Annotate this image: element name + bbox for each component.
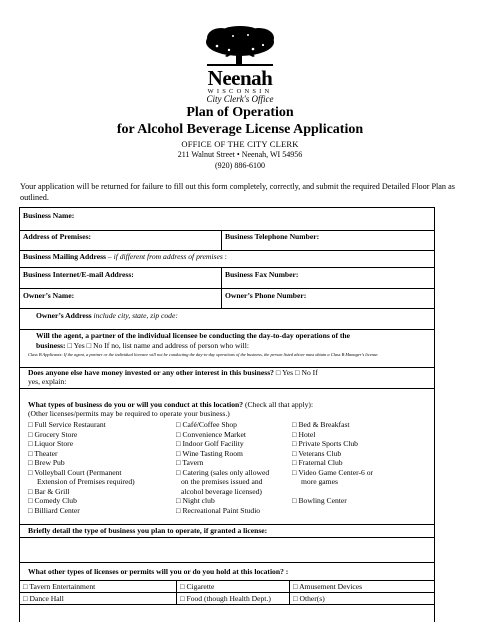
business-type-option[interactable]: □ Bar & Grill bbox=[28, 486, 70, 496]
license-option[interactable]: □ Other(s) bbox=[293, 594, 325, 603]
business-type-option[interactable]: □ Liquor Store bbox=[28, 439, 74, 448]
business-type-option[interactable]: □ Convenience Market bbox=[176, 429, 246, 439]
business-type-option[interactable]: □ Full Service Restaurant bbox=[28, 420, 106, 429]
business-type-option[interactable]: □ Wine Tasting Room bbox=[176, 448, 243, 458]
form-title-line1: Plan of Operation bbox=[186, 105, 294, 120]
business-type-option[interactable]: □ Private Sports Club bbox=[292, 439, 358, 448]
business-type-option-cont: on the premises issued and bbox=[181, 477, 263, 486]
license-option[interactable]: □ Dance Hall bbox=[23, 594, 64, 603]
business-type-option[interactable]: □ Video Game Center-6 or bbox=[292, 467, 374, 477]
brief-detail-label: Briefly detail the type of business you plan to operate, if granted a license: bbox=[28, 526, 268, 535]
office-name: OFFICE OF THE CITY CLERK bbox=[181, 139, 299, 149]
business-type-option[interactable]: □ Bed & Breakfast bbox=[292, 420, 350, 429]
business-type-option[interactable]: □ Tavern bbox=[176, 458, 204, 467]
business-type-option[interactable]: □ Comedy Club bbox=[28, 496, 77, 505]
business-type-option-blank bbox=[292, 506, 373, 516]
business-types-col2[interactable] bbox=[176, 420, 269, 515]
business-type-option[interactable]: □ Billiard Center bbox=[28, 505, 80, 515]
business-types-col3[interactable] bbox=[292, 420, 373, 515]
brand-state: WISCONSIN bbox=[207, 88, 273, 95]
business-type-option[interactable]: □ Catering (sales only allowed bbox=[176, 467, 270, 477]
business-type-option[interactable]: □ Fraternal Club bbox=[292, 458, 343, 467]
business-type-option[interactable]: □ Bowling Center bbox=[292, 496, 347, 505]
premises-address-label: Address of Premises: bbox=[23, 232, 92, 241]
license-option[interactable]: □ Tavern Entertainment bbox=[23, 582, 96, 591]
owner-address-label: Owner’s Address include city, state, zip code: bbox=[36, 311, 178, 320]
license-option[interactable]: □ Cigarette bbox=[180, 582, 215, 591]
business-type-option[interactable]: □ Veterans Club bbox=[292, 448, 342, 458]
business-type-option[interactable]: □ Indoor Golf Facility bbox=[176, 439, 244, 448]
business-type-option[interactable]: □ Night club bbox=[176, 496, 215, 505]
owner-name-label: Owner’s Name: bbox=[23, 291, 75, 300]
license-option[interactable]: □ Amusement Devices bbox=[293, 582, 363, 591]
business-type-option[interactable]: □ Café/Coffee Shop bbox=[176, 420, 237, 429]
oak-tree-logo bbox=[203, 26, 277, 68]
mailing-address-label: Business Mailing Address – if different from address of premises : bbox=[23, 252, 227, 261]
business-type-option[interactable]: □ Hotel bbox=[292, 429, 316, 439]
money-question-line1: Does anyone else have money invested or any other interest in this business? □ Yes □ No If bbox=[28, 368, 318, 377]
business-type-option-blank bbox=[292, 487, 373, 497]
brand-name: Neenah bbox=[207, 66, 273, 90]
business-telephone-label: Business Telephone Number: bbox=[225, 232, 320, 241]
owner-phone-label: Owner’s Phone Number: bbox=[225, 291, 307, 300]
business-type-option-cont: alcohol beverage licensed) bbox=[181, 486, 262, 496]
business-type-option[interactable]: □ Theater bbox=[28, 448, 58, 458]
business-type-option[interactable]: □ Grocery Store bbox=[28, 429, 78, 439]
application-form bbox=[19, 207, 435, 622]
office-phone: (920) 886-6100 bbox=[215, 161, 265, 170]
business-type-option-cont: more games bbox=[301, 477, 338, 486]
intro-notice: Your application will be returned for failure to fill out this form completely, correctly, and submit the required Detailed Floor Plan as outlined. bbox=[20, 182, 455, 202]
other-licenses-heading: What other types of licenses or permits will you or do you hold at this location? : bbox=[28, 567, 289, 576]
form-title-line2: for Alcohol Beverage License Application bbox=[116, 122, 364, 137]
business-types-subheading: (Other licenses/permits may be required to operate your business.) bbox=[28, 409, 230, 418]
business-types-heading: What types of business do you or will you conduct at this location? (Check all that apply): bbox=[28, 400, 314, 409]
business-name-label: Business Name: bbox=[23, 211, 75, 220]
agent-question-line1: Will the agent, a partner of the individual licensee be conducting the day-to-day operations of the bbox=[36, 331, 351, 340]
license-option[interactable]: □ Food (though Health Dept.) bbox=[180, 594, 271, 603]
department-name: City Clerk's Office bbox=[206, 94, 274, 104]
business-types-col1[interactable] bbox=[28, 420, 135, 515]
business-type-option[interactable]: □ Recreational Paint Studio bbox=[176, 505, 261, 515]
money-question-line2: yes, explain: bbox=[28, 377, 67, 386]
business-type-option[interactable]: □ Brew Pub bbox=[28, 458, 65, 467]
business-type-option[interactable]: □ Volleyball Court (Permanent bbox=[28, 467, 122, 477]
internet-email-label: Business Internet/E-mail Address: bbox=[23, 270, 134, 279]
business-type-option-cont: Extension of Premises required) bbox=[37, 477, 135, 486]
office-address: 211 Walnut Street • Neenah, WI 54956 bbox=[177, 150, 303, 159]
fax-number-label: Business Fax Number: bbox=[225, 270, 299, 279]
class-b-note: Class B Applicants: If the agent, a partner or the individual licensee will not be conducting the day-to-day operations of the business, the person listed above must obtain a Class B Manager’s license. bbox=[28, 352, 379, 357]
agent-question-line2: business: □ Yes □ No If no, list name and address of person who will: bbox=[36, 341, 249, 350]
